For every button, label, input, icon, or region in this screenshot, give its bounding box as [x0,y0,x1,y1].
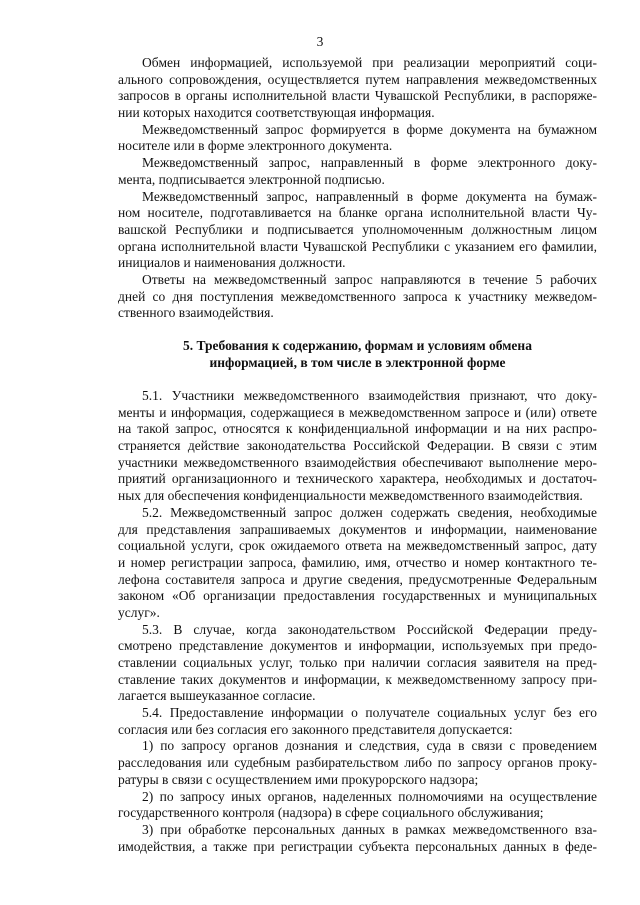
page-number: 3 [316,34,324,49]
text-line: мента, подписывается электронной подписью. [118,171,385,187]
text-line: и номер регистрации запроса, фамилию, имя, отчество и номер контактного те- [118,554,597,570]
text-line: участники межведомственного взаимодействия обеспечивают выполнение меро- [118,454,597,470]
text-line: ственного взаимодействия. [118,305,274,321]
text-line: 5.3. В случае, когда законодательством Российской Федерации преду- [142,621,597,637]
text-line: вашской Республики и подписывается уполномоченным должностным лицом [118,221,597,237]
text-line: законом «Об организации предоставления государственных и муниципальных [118,588,597,604]
text-line: 2) по запросу иных органов, наделенных полномочиями на осуществление [142,788,597,804]
text-line: Межведомственный запрос, направленный в форме документа на бумаж- [142,188,597,204]
text-line: смотрено представление документов и информации, используемых при предо- [118,638,597,654]
text-line: для представления запрашиваемых документов и информации, наименование [118,521,597,537]
text-line: лагается вышеуказанное согласие. [118,688,316,704]
text-line: услуг». [118,604,160,620]
text-line: государственного контроля (надзора) в сфере социального обслуживания; [118,805,544,821]
document-body [118,55,597,855]
section-5-paragraphs [118,388,597,855]
text-line: менты и информация, содержащиеся в межведомственном запросе и (или) ответе [118,404,597,420]
spacer [118,372,597,388]
section-heading-line-2: информацией, в том числе в электронной форме [209,355,506,370]
text-line: инициалов и наименования должности. [118,255,346,271]
text-line: ального сопровождения, осуществляется путем направления межведомственных [118,71,597,87]
text-line: социальной услуги, срок ожидаемого ответа на межведомственный запрос, дату [118,538,597,554]
text-line: Обмен информацией, используемой при реализации мероприятий соци- [142,55,597,70]
text-line: ставлении социальных услуг, только при наличии согласия заявителя на пред- [118,655,597,670]
text-line: 3) при обработке персональных данных в рамках межведомственного вза- [142,821,597,837]
text-line: нии которых находится соответствующая информация. [118,105,435,121]
text-line: имодействия, а также при регистрации субъекта персональных данных в феде- [118,838,597,854]
text-line: дней со дня поступления межведомственного запроса к участнику межведом- [118,288,597,304]
text-line: приятий организационного и технического характера, необходимых и достаточ- [118,471,597,487]
text-line: 5.1. Участники межведомственного взаимодействия признают, что доку- [142,388,597,403]
intro-paragraphs [118,55,597,322]
text-line: Межведомственный запрос формируется в форме документа на бумажном [142,121,597,137]
text-line: ставление таких документов и информации, к межведомственному запросу при- [118,671,597,687]
spacer [118,322,597,338]
text-line: Межведомственный запрос, направленный в форме электронного доку- [142,155,597,171]
text-line: расследования или судебным разбирательством либо по запросу органов проку- [118,755,597,771]
text-line: согласия или без согласия его законного представителя допускается: [118,721,513,737]
text-line: страняется действие законодательства Российской Федерации. В связи с этим [118,438,597,454]
text-line: ратуры в связи с осуществлением ими прокурорского надзора; [118,771,479,787]
text-line: ном носителе, подготавливается на бланке органа исполнительной власти Чу- [118,205,597,221]
text-line: носителе или в форме электронного документа. [118,138,393,154]
text-line: Ответы на межведомственный запрос направляются в течение 5 рабочих [142,271,597,287]
text-line: запросов в органы исполнительной власти Чувашской Республики, в распоряже- [118,88,597,104]
text-line: лефона составителя запроса и другие сведения, предусмотренные Федеральным [118,571,597,587]
text-line: ных для обеспечения конфиденциальности межведомственного взаимодействия. [118,488,583,504]
text-line: 5.2. Межведомственный запрос должен содержать сведения, необходимые [142,504,597,520]
text-line: на такой запрос, относятся к конфиденциальной информации и на них распро- [118,421,597,437]
text-line: 5.4. Предоставление информации о получателе социальных услуг без его [142,705,597,721]
text-line: 1) по запросу органов дознания и следствия, суда в связи с проведением [142,738,597,754]
text-line: органа исполнительной власти Чувашской Республики с указанием его фамилии, [118,238,597,254]
section-heading-line-1: 5. Требования к содержанию, формам и условиям обмена [183,338,532,353]
